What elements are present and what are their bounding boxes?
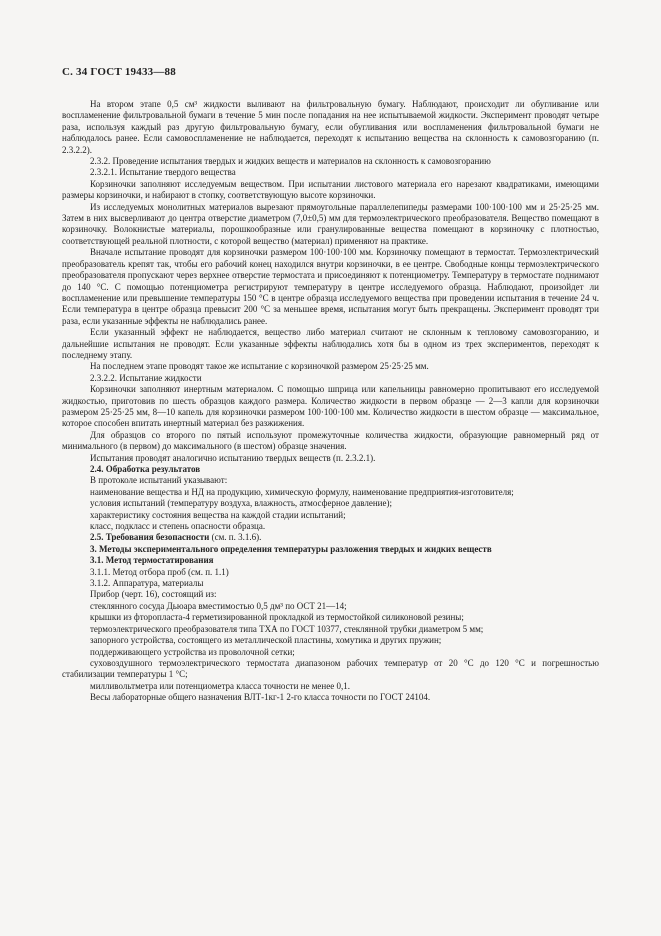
list-item: поддерживающего устройства из проволочной сетки; (90, 646, 295, 657)
section-heading-2-3-2-1: 2.3.2.1. Испытание твердого вещества (90, 167, 236, 178)
section-heading-2-3-2: 2.3.2. Проведение испытания твердых и жидких веществ и материалов на склонность к самовозгоранию (90, 156, 491, 167)
paragraph: Вначале испытание проводят для корзиночки размером 100·100·100 мм. Корзиночку помещают в термостат. Термоэлектрический преобразователь крепят так, чтобы его рабочий конец находился внутри корзиночки, в ее центре. Свободные концы термоэлектрического преобразователя пропускают через верхнее отверстие термостата и присоединяют к потенциометру. Температуру в термостате поднимают до 140 °С. С помощью потенциометра регистрируют температуру в центре исследуемого образца. Наблюдают, произойдет ли воспламенение или превышение температуры 150 °С в центре образца исследуемого вещества при проведении испытания в течение 24 ч. Если температура в центре образца превысит 200 °С за меньшее время, испытания могут быть прекращены. Эксперимент проводят три раза, если указанные эффекты не наблюдались ранее. (62, 247, 599, 326)
list-item: условия испытаний (температуру воздуха, влажность, атмосферное давление); (90, 498, 392, 509)
paragraph: Корзиночки заполняют исследуемым веществом. При испытании листового материала его нарезают квадратиками, имеющими размеры корзиночки, и набирают в стопку, соответствующую высоте корзиночки. (62, 178, 599, 201)
list-item: стеклянного сосуда Дьюара вместимостью 0,5 дм³ по ОСТ 21—14; (90, 600, 347, 611)
section-heading-3: 3. Методы экспериментального определения температуры разложения твердых и жидких веществ (90, 543, 492, 554)
paragraph: В протоколе испытаний указывают: (90, 475, 228, 486)
section-heading-2-4: 2.4. Обработка результатов (90, 464, 201, 474)
page-header: С. 34 ГОСТ 19433—88 (62, 66, 176, 78)
list-item: класс, подкласс и степень опасности образца. (90, 521, 266, 532)
section-heading-2-5-ref: (см. п. 3.1.6). (211, 532, 262, 543)
list-item: термоэлектрического преобразователя типа ТХА по ГОСТ 10377, стеклянной трубки диаметром 5 мм; (90, 623, 484, 634)
paragraph: Из исследуемых монолитных материалов вырезают прямоугольные параллелепипеды размерами 100·100·100 мм и 25·25·25 мм. Затем в них высверливают до центра отверстие диаметром (7,0±0,5) мм для термоэлектрического преобразователя. Вещество помещают в корзиночку. Волокнистые материалы, порошкообразные или гранулированные вещества помещают в корзиночку с плотностью, соответствующей реальной плотности, с которой вещество (материал) применяют на практике. (62, 201, 599, 246)
list-item: милливольтметра или потенциометра класса точности не менее 0,1. (90, 680, 350, 691)
page-body (62, 99, 599, 704)
paragraph: Прибор (черт. 16), состоящий из: (90, 589, 217, 600)
paragraph: Испытания проводят аналогично испытанию твердых веществ (п. 2.3.2.1). (90, 452, 376, 463)
section-heading-2-5 (62, 532, 599, 543)
paragraph: Корзиночки заполняют инертным материалом. С помощью шприца или капельницы равномерно пропитывают его исследуемой жидкостью, приготовив по шесть образцов каждого размера. Количество жидкости в первом образце — 2—3 капли для корзиночки размером 25·25·25 мм, 8—10 капель для корзиночки размером 100·100·100 мм. Количество жидкости в шестом образце — максимальное, которое способен впитать инертный материал без разжижения. (62, 384, 599, 429)
section-heading-3-1-2: 3.1.2. Аппаратура, материалы (90, 578, 204, 589)
section-heading-3-1-1: 3.1.1. Метод отбора проб (см. п. 1.1) (90, 566, 229, 577)
paragraph: На последнем этапе проводят такое же испытание с корзиночкой размером 25·25·25 мм. (90, 361, 429, 372)
paragraph: Весы лабораторные общего назначения ВЛТ-1кг-1 2-го класса точности по ГОСТ 24104. (90, 692, 431, 703)
list-item: запорного устройства, состоящего из металлической пластины, хомутика и других пружин; (90, 635, 442, 646)
section-heading-2-5-title: 2.5. Требования безопасности (90, 532, 210, 543)
section-heading-3-1: 3.1. Метод термостатирования (90, 555, 214, 566)
list-item: суховоздушного термоэлектрического термостата диапазоном рабочих температур от 20 °С до 120 °С и погрешностью стабилизации температуры 1 °С; (62, 657, 599, 680)
paragraph: Если указанный эффект не наблюдается, вещество либо материал считают не склонным к тепловому самовозгоранию, и дальнейшие испытания не проводят. Если указанные эффекты наблюдались хотя бы в одном из трех экспериментов, переходят к последнему этапу. (62, 327, 599, 360)
list-item: характеристику состояния вещества на каждой стадии испытаний; (90, 509, 346, 520)
list-item: крышки из фторопласта-4 герметизированной прокладкой из термостойкой силиконовой резины; (90, 612, 464, 623)
paragraph: Для образцов со второго по пятый используют промежуточные количества жидкости, образующие равномерный ряд от минимального (в первом) до максимального (в шестом) образце значения. (62, 429, 599, 452)
paragraph: На втором этапе 0,5 см³ жидкости выливают на фильтровальную бумагу. Наблюдают, происходит ли обугливание или воспламенение фильтровальной бумаги в течение 5 мин после попадания на нее испытываемой жидкости. Эксперимент проводят четыре раза, используя каждый раз другую фильтровальную бумагу, если обугливания или воспламенения фильтровальной бумаги не наблюдалось ранее. Если самовоспламенение не наблюдается, переходят к испытанию вещества на склонность к самовозгоранию (п. 2.3.2.2). (62, 99, 599, 155)
list-item: наименование вещества и НД на продукцию, химическую формулу, наименование предприятия-изготовителя; (90, 486, 514, 497)
section-heading-2-3-2-2: 2.3.2.2. Испытание жидкости (90, 372, 202, 383)
